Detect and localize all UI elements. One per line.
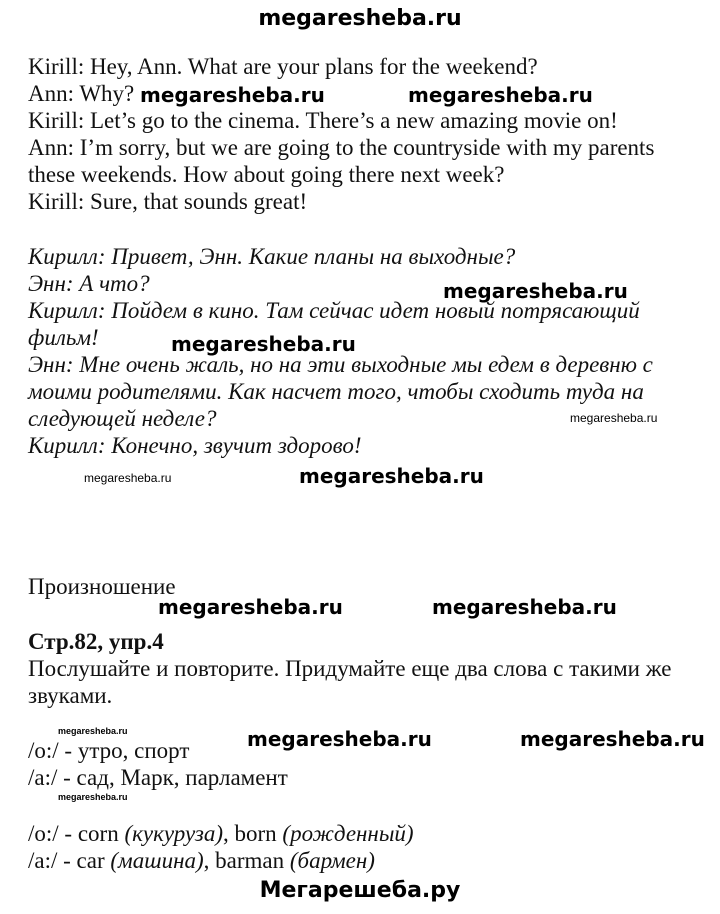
dialogue-en-line: Ann: I’m sorry, but we are going to the countryside with my parents	[28, 135, 655, 160]
example-translation: (бармен)	[289, 848, 375, 873]
exercise-instruction: Послушайте и повторите. Придумайте еще два слова с такими же	[28, 656, 672, 681]
example-line: /o:/ - corn (кукуруза), born (рожденный)	[28, 821, 414, 846]
dialogue-ru-line: моими родителями. Как насчет того, чтобы сходить туда на	[28, 379, 644, 404]
dialogue-ru-line: следующей неделе?	[28, 406, 217, 431]
watermark: megaresheba.ru	[570, 411, 658, 425]
watermark: megaresheba.ru	[408, 83, 593, 107]
watermark: megaresheba.ru	[158, 595, 343, 619]
watermark: megaresheba.ru	[84, 471, 172, 485]
watermark: megaresheba.ru	[432, 595, 617, 619]
watermark: megaresheba.ru	[299, 464, 484, 488]
watermark: megaresheba.ru	[443, 279, 628, 303]
example-word: born	[234, 821, 277, 846]
top-watermark: megaresheba.ru	[258, 6, 462, 31]
dialogue-ru-line: Энн: Мне очень жаль, но на эти выходные мы едем в деревню с	[28, 352, 653, 377]
watermark: megaresheba.ru	[520, 727, 705, 751]
example-word: barman	[215, 848, 285, 873]
watermark: megaresheba.ru	[247, 727, 432, 751]
example-translation: (машина)	[110, 848, 204, 873]
sound-line: /a:/ - сад, Марк, парламент	[28, 765, 288, 790]
example-word: car	[76, 848, 105, 873]
example-translation: (кукуруза)	[124, 821, 223, 846]
dialogue-en-line: Kirill: Let’s go to the cinema. There’s a new amazing movie on!	[28, 108, 618, 133]
dialogue-ru-line: фильм!	[28, 325, 99, 350]
exercise-heading: Стр.82, упр.4	[28, 629, 164, 654]
dialogue-en-line: Ann: Why?	[28, 81, 135, 106]
example-translation: (рожденный)	[282, 821, 414, 846]
dialogue-ru-line: Кирилл: Привет, Энн. Какие планы на выходные?	[28, 244, 516, 269]
dialogue-en-line: Kirill: Hey, Ann. What are your plans for the weekend?	[28, 54, 538, 79]
dialogue-en-line: Kirill: Sure, that sounds great!	[28, 189, 308, 214]
dialogue-en-line: these weekends. How about going there next week?	[28, 162, 505, 187]
watermark: megaresheba.ru	[58, 792, 128, 802]
watermark: megaresheba.ru	[140, 83, 325, 107]
watermark: megaresheba.ru	[171, 332, 356, 356]
dialogue-ru-line: Кирилл: Конечно, звучит здорово!	[28, 433, 362, 458]
example-line: /a:/ - car (машина), barman (бармен)	[28, 848, 375, 873]
example-prefix: /o:/ -	[28, 821, 78, 846]
dialogue-ru-line: Энн: А что?	[28, 271, 150, 296]
section-title: Произношение	[28, 574, 176, 599]
dialogue-ru-line: Кирилл: Пойдем в кино. Там сейчас идет новый потрясающий	[28, 298, 640, 323]
watermark: megaresheba.ru	[58, 726, 128, 736]
sound-line: /o:/ - утро, спорт	[28, 738, 190, 763]
bottom-watermark: Мегарешеба.ру	[259, 878, 461, 903]
example-word: corn	[77, 821, 119, 846]
example-prefix: /a:/ -	[28, 848, 77, 873]
exercise-instruction: звуками.	[28, 683, 113, 708]
